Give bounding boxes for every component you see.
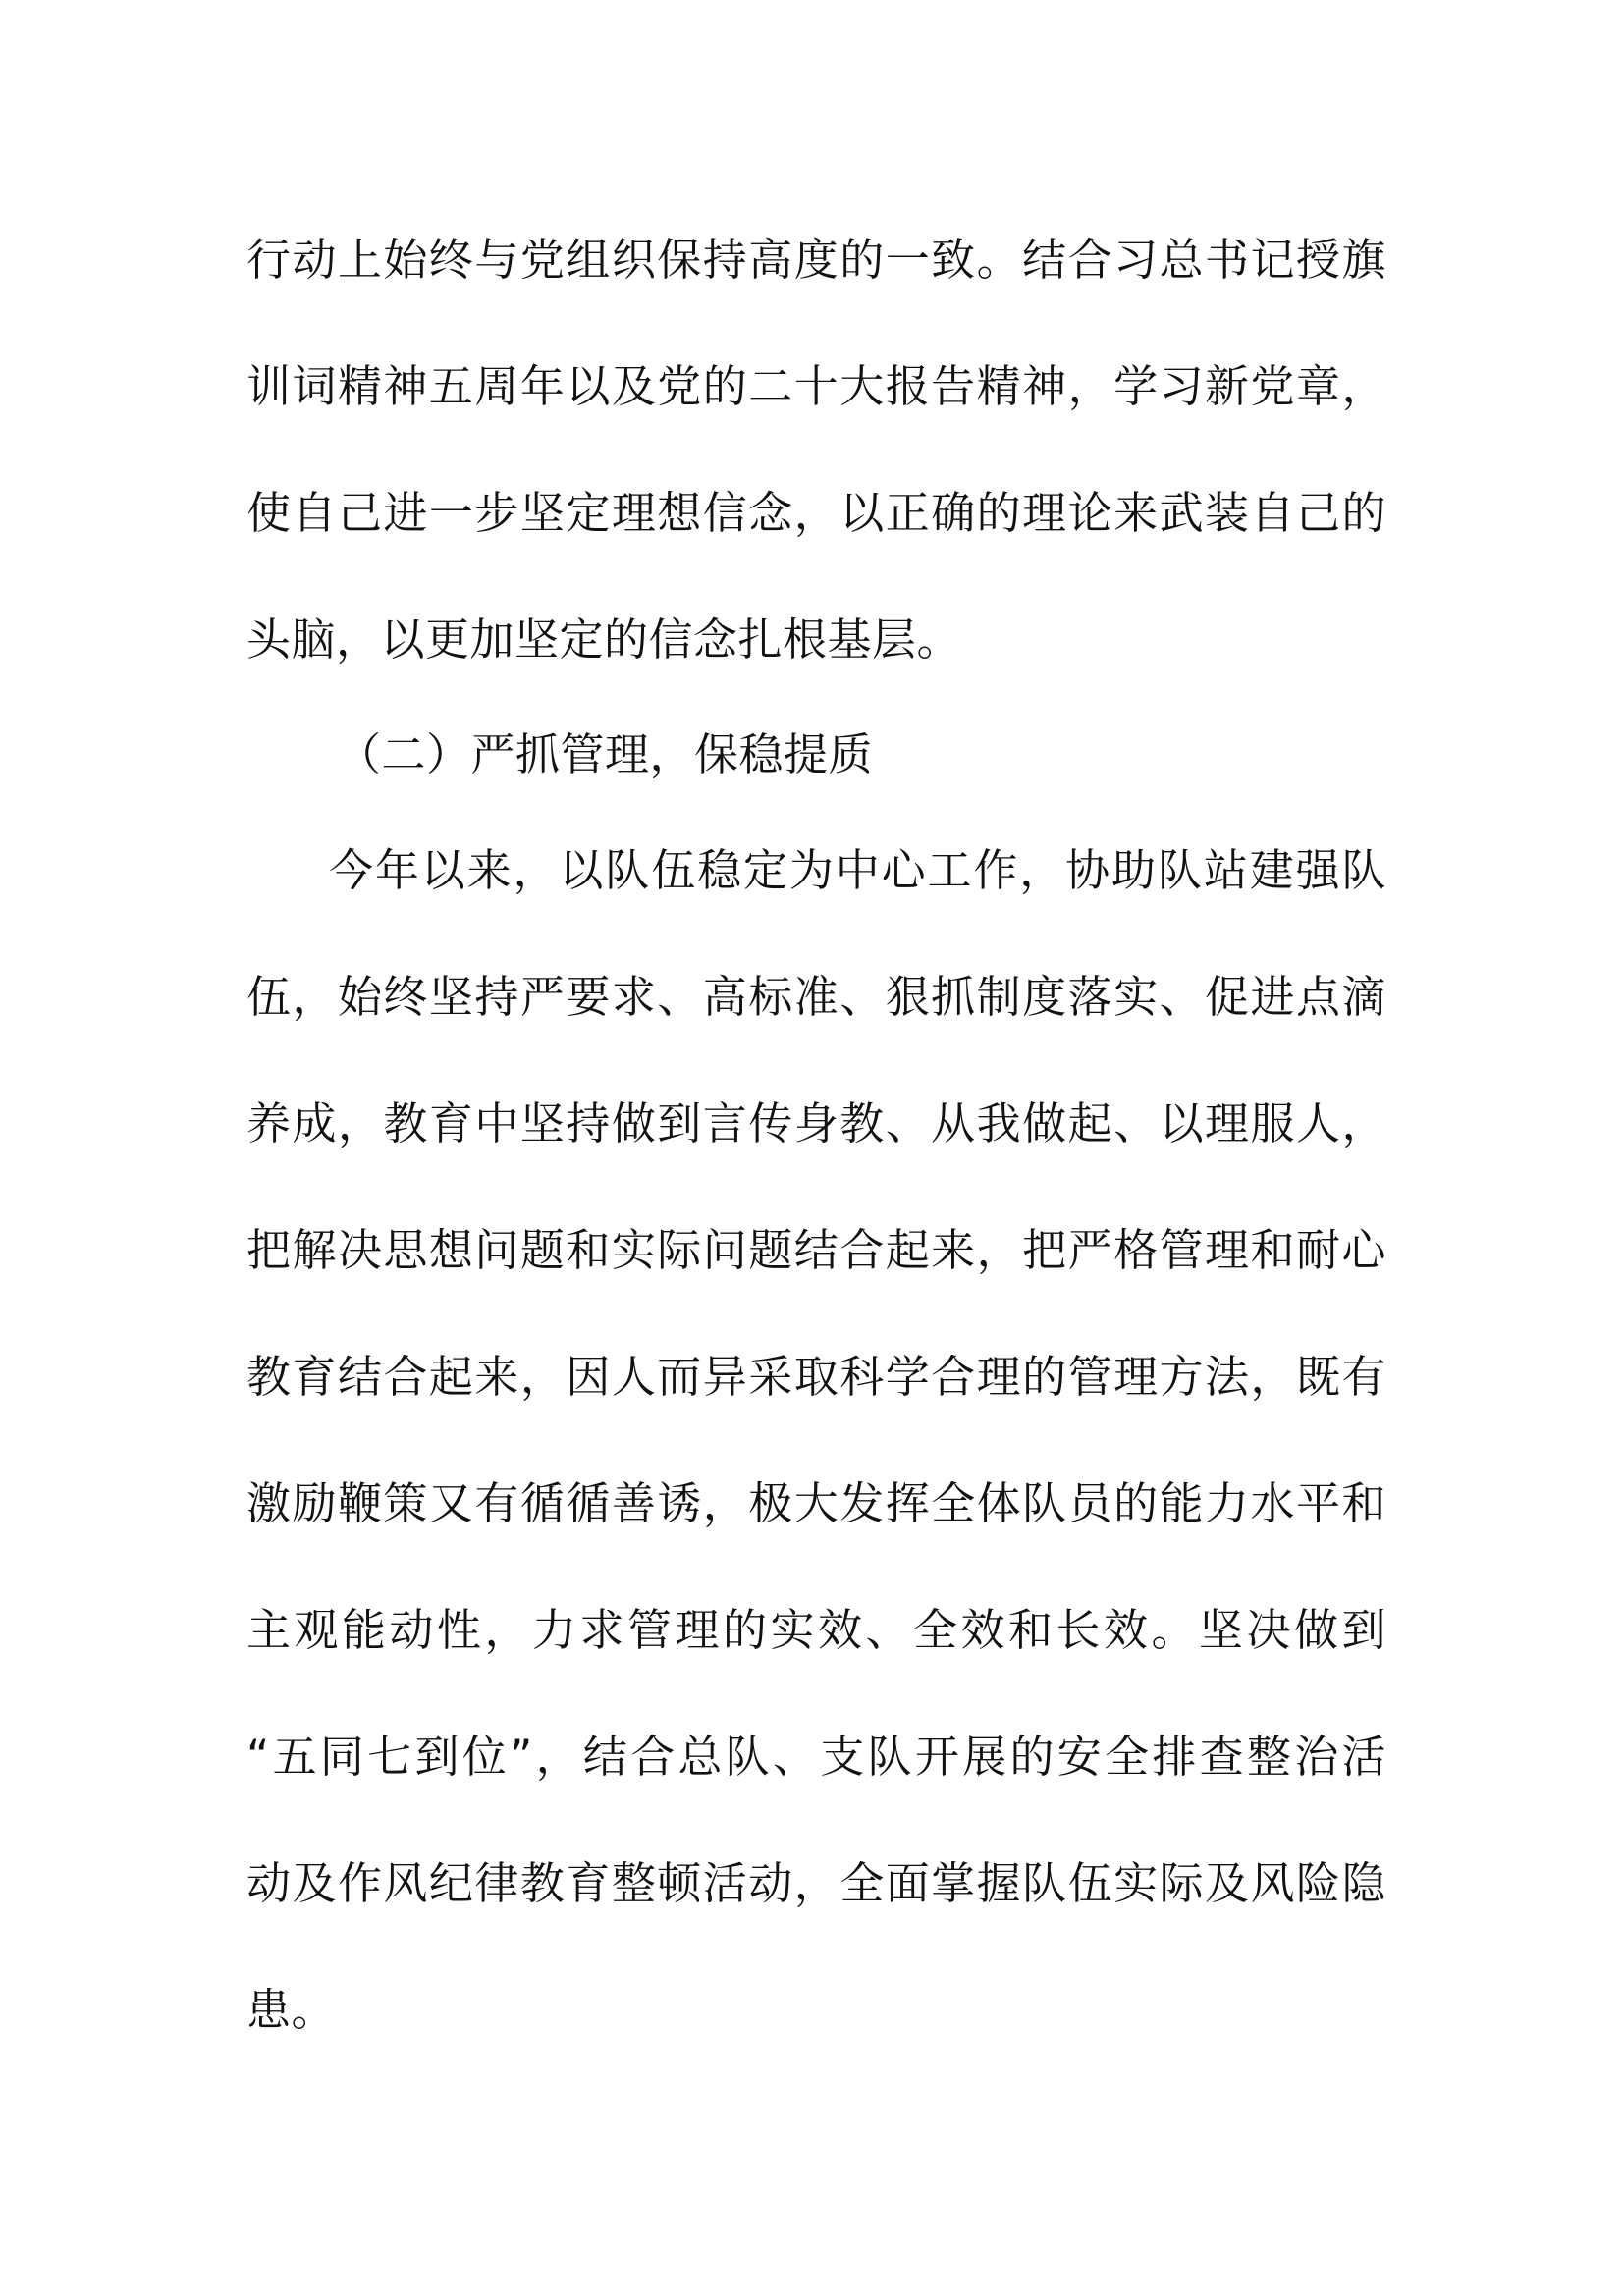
- paragraph-line: “五同七到位”，结合总队、支队开展的安全排查整治活: [246, 1731, 1386, 1783]
- paragraph-line: 患。: [246, 1984, 337, 2036]
- paragraph-line: 头脑，以更加坚定的信念扎根基层。: [246, 614, 962, 666]
- paragraph-line: 养成，教育中坚持做到言传身教、从我做起、以理服人，: [246, 1097, 1386, 1149]
- paragraph-line: 动及作风纪律教育整顿活动，全面掌握队伍实际及风险隐: [246, 1857, 1386, 1909]
- paragraph-line: 主观能动性，力求管理的实效、全效和长效。坚决做到: [246, 1604, 1386, 1656]
- paragraph-line: 行动上始终与党组织保持高度的一致。结合习总书记授旗: [246, 234, 1386, 286]
- paragraph-line: 激励鞭策又有循循善诱，极大发挥全体队员的能力水平和: [246, 1477, 1386, 1529]
- paragraph-line: 把解决思想问题和实际问题结合起来，把严格管理和耐心: [246, 1224, 1386, 1276]
- section-heading: （二）严抓管理，保稳提质: [337, 728, 874, 780]
- paragraph-line: 训词精神五周年以及党的二十大报告精神，学习新党章，: [246, 360, 1386, 412]
- paragraph-line: 伍，始终坚持严要求、高标准、狠抓制度落实、促进点滴: [246, 971, 1386, 1023]
- paragraph-line: 今年以来，以队伍稳定为中心工作，协助队站建强队: [329, 844, 1386, 896]
- paragraph-line: 教育结合起来，因人而异采取科学合理的管理方法，既有: [246, 1351, 1386, 1403]
- paragraph-line: 使自己进一步坚定理想信念，以正确的理论来武装自己的: [246, 487, 1386, 539]
